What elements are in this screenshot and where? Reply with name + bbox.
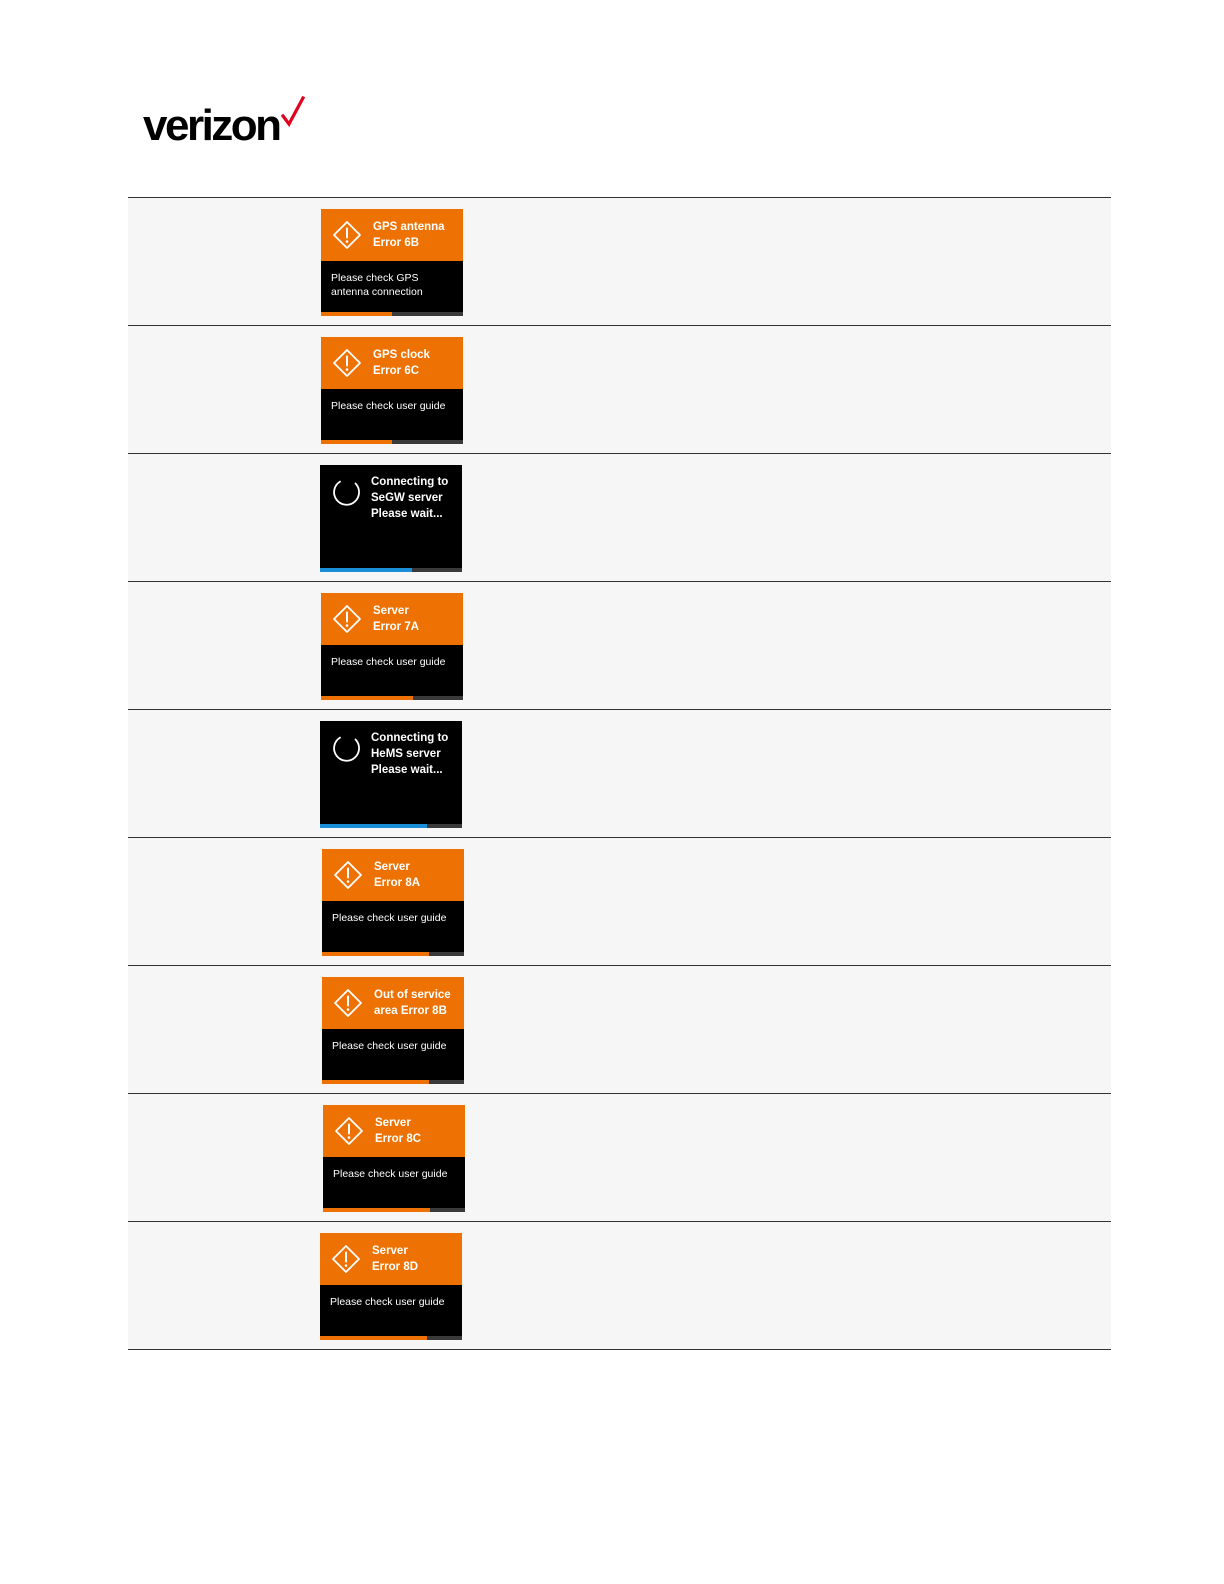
warning-diamond-icon (331, 1244, 361, 1274)
title-line: Server (373, 605, 409, 617)
progress-bar (322, 952, 464, 956)
error-screen (321, 209, 463, 316)
progress-fill (321, 440, 392, 444)
error-header (321, 593, 463, 645)
server-name: HeMS server (371, 748, 441, 760)
error-screen (323, 1105, 465, 1212)
error-title (374, 988, 460, 1019)
title-line: Connecting to (371, 732, 449, 744)
warning-diamond-icon (332, 604, 362, 634)
table-row (128, 1222, 1111, 1350)
title-line: Connecting to (371, 476, 449, 488)
progress-bar (321, 312, 463, 316)
error-header (322, 977, 464, 1029)
table-row (128, 326, 1111, 454)
error-code: Error 7A (373, 620, 420, 633)
error-header (321, 337, 463, 389)
error-message: Please check user guide (330, 1296, 445, 1308)
error-message: Please check user guide (332, 912, 447, 924)
progress-bar (322, 1080, 464, 1084)
progress-fill (320, 568, 412, 572)
progress-bar (320, 824, 462, 828)
error-code: area Error 8B (374, 1004, 447, 1017)
title-line: Out of service (374, 989, 451, 1001)
wait-text: Please wait... (371, 764, 443, 776)
title-line: GPS clock (373, 349, 430, 361)
error-screen (322, 849, 464, 956)
warning-diamond-icon (333, 988, 363, 1018)
error-header (321, 209, 463, 261)
warning-diamond-icon (332, 348, 362, 378)
error-message: Please check user guide (332, 1040, 447, 1052)
error-message: Please check user guide (331, 656, 446, 668)
loading-spinner-icon (331, 733, 361, 763)
error-code: Error 8D (372, 1260, 419, 1273)
error-screen (321, 337, 463, 444)
title-line: Server (374, 861, 410, 873)
server-name: SeGW server (371, 492, 443, 504)
error-title (374, 860, 460, 891)
title-line: GPS antenna (373, 221, 445, 233)
table-row (128, 454, 1111, 582)
progress-fill (320, 824, 427, 828)
warning-diamond-icon (333, 860, 363, 890)
progress-bar (320, 568, 462, 572)
connecting-screen (320, 465, 462, 572)
error-header (320, 1233, 462, 1285)
error-title (372, 1244, 458, 1275)
loading-spinner-icon (331, 477, 361, 507)
table-row (128, 198, 1111, 326)
error-title (373, 604, 459, 635)
progress-fill (322, 952, 429, 956)
error-title (375, 1116, 461, 1147)
error-header (323, 1105, 465, 1157)
title-line: Server (375, 1117, 411, 1129)
logo-wordmark: verizon (143, 101, 280, 150)
error-code: Error 6C (373, 364, 420, 377)
verizon-logo (143, 96, 305, 152)
progress-bar (321, 696, 463, 700)
error-screen (321, 593, 463, 700)
progress-bar (321, 440, 463, 444)
progress-fill (321, 312, 392, 316)
table-row (128, 966, 1111, 1094)
error-code: Error 8A (374, 876, 421, 889)
error-message: Please check user guide (333, 1168, 448, 1180)
table-row (128, 1094, 1111, 1222)
error-message: Please check user guide (331, 400, 446, 412)
error-title (373, 220, 459, 251)
status-screens-table (128, 197, 1111, 1350)
title-line: Server (372, 1245, 408, 1257)
progress-fill (323, 1208, 430, 1212)
table-row (128, 582, 1111, 710)
error-code: Error 6B (373, 236, 420, 249)
progress-bar (323, 1208, 465, 1212)
error-title (373, 348, 459, 379)
connecting-screen (320, 721, 462, 828)
error-code: Error 8C (375, 1132, 422, 1145)
connecting-title (371, 474, 458, 522)
progress-fill (321, 696, 413, 700)
warning-diamond-icon (334, 1116, 364, 1146)
wait-text: Please wait... (371, 508, 443, 520)
checkmark-icon (281, 96, 305, 128)
table-row (128, 710, 1111, 838)
error-message: Please check GPS antenna connection (331, 272, 423, 298)
connecting-title (371, 730, 458, 778)
table-row (128, 838, 1111, 966)
warning-diamond-icon (332, 220, 362, 250)
error-screen (320, 1233, 462, 1340)
progress-bar (320, 1336, 462, 1340)
progress-fill (320, 1336, 427, 1340)
error-screen (322, 977, 464, 1084)
error-header (322, 849, 464, 901)
progress-fill (322, 1080, 429, 1084)
